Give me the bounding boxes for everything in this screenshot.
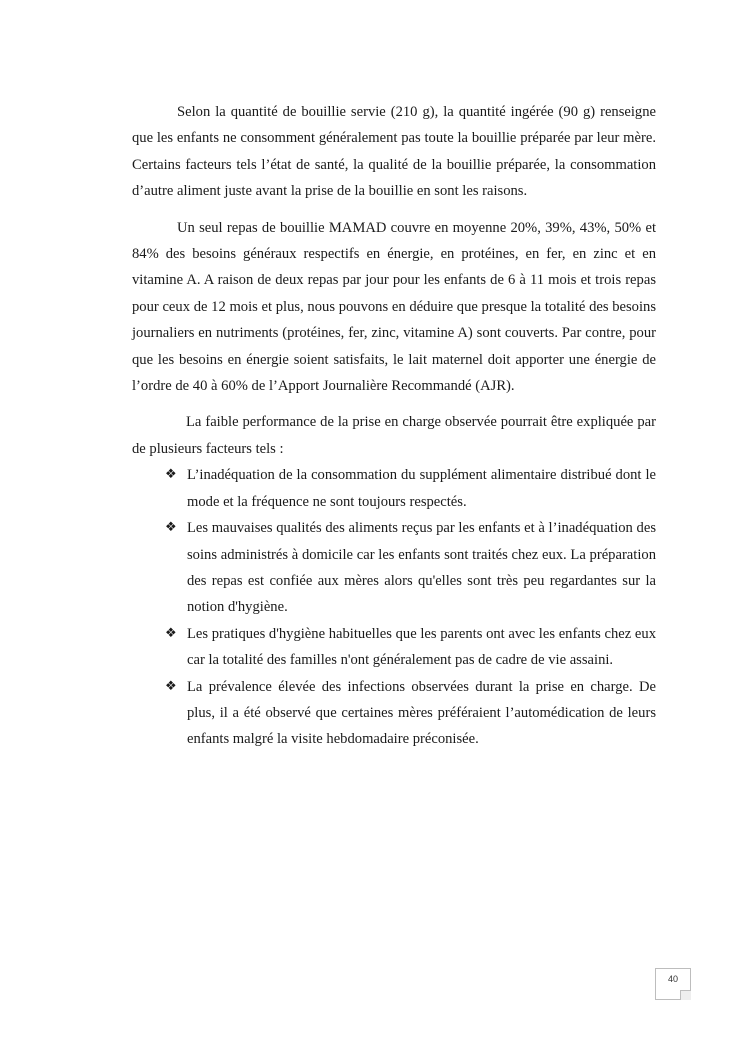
factor-list — [132, 462, 656, 752]
list-item-text: La prévalence élevée des infections observées durant la prise en charge. De plus, il a été observé que certaines mères préféraient l’automédication de leurs enfants malgré la visite hebdomadaire préconisée. — [187, 678, 656, 748]
list-item-text: L’inadéquation de la consommation du supplément alimentaire distribué dont le mode et la fréquence ne sont toujours respectés. — [187, 467, 656, 510]
diamond-bullet-icon: ❖ — [165, 625, 177, 641]
paragraph-mamad-coverage: Un seul repas de bouillie MAMAD couvre en moyenne 20%, 39%, 43%, 50% et 84% des besoins généraux respectifs en énergie, en protéines, en fer, en zinc et en vitamine A. A raison de deux repas par jour pour les enfants de 6 à 11 mois et trois repas pour ceux de 12 mois et plus, nous pouvons en déduire que presque la totalité des besoins journaliers en nutriments (protéines, fer, zinc, vitamine A) sont couverts. Par contre, pour que les besoins en énergie soient satisfaits, le lait maternel doit apporter une énergie de l’ordre de 40 à 60% de l’Apport Journalière Recommandé (AJR). — [132, 219, 656, 395]
page-body — [132, 99, 656, 753]
folded-corner-icon — [680, 990, 691, 1000]
list-item — [165, 621, 656, 674]
paragraph-porridge-intake: Selon la quantité de bouillie servie (210 g), la quantité ingérée (90 g) renseigne que les enfants ne consomment généralement pas toute la bouillie préparée par leur mère. Certains facteurs tels l’état de santé, la qualité de la bouillie préparée, la consommation d’autre aliment juste avant la prise de la bouillie en sont les raisons. — [132, 104, 656, 200]
list-item — [165, 462, 656, 515]
page-number: 40 — [667, 974, 678, 984]
list-item — [165, 674, 656, 753]
diamond-bullet-icon: ❖ — [165, 467, 177, 483]
list-item-text: Les pratiques d'hygiène habituelles que les parents ont avec les enfants chez eux car la totalité des familles n'ont généralement pas de cadre de vie assaini. — [187, 625, 656, 669]
diamond-bullet-icon: ❖ — [165, 520, 177, 536]
list-item — [165, 515, 656, 621]
diamond-bullet-icon: ❖ — [165, 678, 177, 694]
paragraph-performance-intro: La faible performance de la prise en charge observée pourrait être expliquée par de plusieurs facteurs tels : — [132, 414, 656, 457]
list-item-text: Les mauvaises qualités des aliments reçus par les enfants et à l’inadéquation des soins administrés à domicile car les enfants sont traités chez eux. La préparation des repas est confiée aux mères alors qu'elles sont très peu regardantes sur la notion d'hygiène. — [187, 520, 656, 616]
